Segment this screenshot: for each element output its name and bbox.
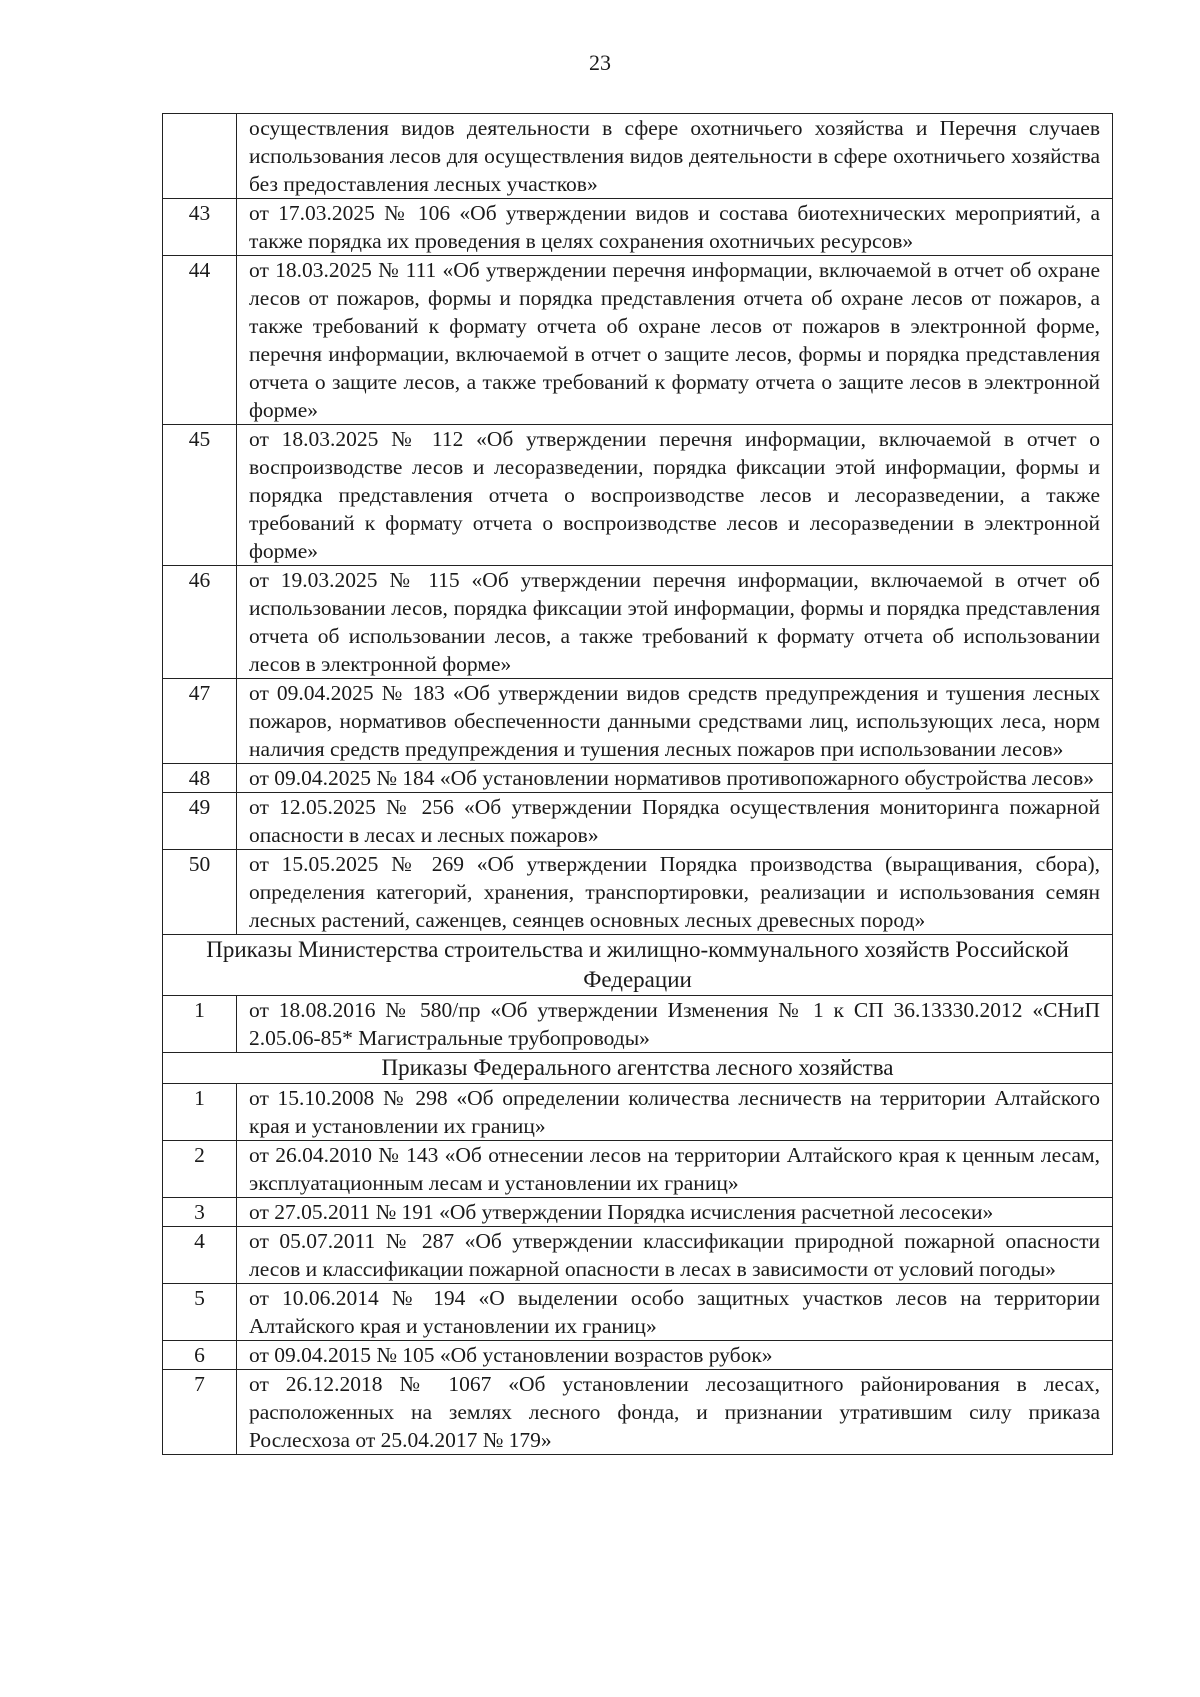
table-row: [163, 256, 1113, 425]
row-number: 43: [163, 199, 237, 256]
section-header: Приказы Министерства строительства и жилищно-коммунального хозяйств Российской Федерации: [163, 935, 1113, 996]
row-text: от 27.05.2011 № 191 «Об утверждении Порядка исчисления расчетной лесосеки»: [237, 1198, 1113, 1227]
row-text: от 10.06.2014 № 194 «О выделении особо защитных участков лесов на территории Алтайского края и установлении их границ»: [237, 1284, 1113, 1341]
table-row: [163, 1227, 1113, 1284]
row-number: 45: [163, 425, 237, 566]
table-row: [163, 114, 1113, 199]
row-text: от 05.07.2011 № 287 «Об утверждении классификации природной пожарной опасности лесов и классификации пожарной опасности в лесах в зависимости от условий погоды»: [237, 1227, 1113, 1284]
table-row: [163, 1141, 1113, 1198]
row-text: от 17.03.2025 № 106 «Об утверждении видов и состава биотехнических мероприятий, а также порядка их проведения в целях сохранения охотничьих ресурсов»: [237, 199, 1113, 256]
section-header-row: [163, 935, 1113, 996]
row-number: 5: [163, 1284, 237, 1341]
table-row: [163, 425, 1113, 566]
row-text: от 09.04.2015 № 105 «Об установлении возрастов рубок»: [237, 1341, 1113, 1370]
row-text: от 18.08.2016 № 580/пр «Об утверждении Изменения № 1 к СП 36.13330.2012 «СНиП 2.05.06-85* Магистральные трубопроводы»: [237, 996, 1113, 1053]
table-row: [163, 764, 1113, 793]
row-text: от 26.12.2018 № 1067 «Об установлении лесозащитного районирования в лесах, расположенных на землях лесного фонда, и признании утратившим силу приказа Рослесхоза от 25.04.2017 № 179»: [237, 1370, 1113, 1455]
regulations-table: [162, 113, 1113, 1455]
row-text: от 19.03.2025 № 115 «Об утверждении перечня информации, включаемой в отчет об использовании лесов, порядка фиксации этой информации, формы и порядка представления отчета об использовании лесов, а также требований к формату отчета об использовании лесов в электронной форме»: [237, 566, 1113, 679]
row-text: от 12.05.2025 № 256 «Об утверждении Порядка осуществления мониторинга пожарной опасности в лесах и лесных пожаров»: [237, 793, 1113, 850]
row-number: 3: [163, 1198, 237, 1227]
row-number: 7: [163, 1370, 237, 1455]
table-row: [163, 1084, 1113, 1141]
row-number: 6: [163, 1341, 237, 1370]
table-row: [163, 793, 1113, 850]
row-number: 49: [163, 793, 237, 850]
row-text: от 15.10.2008 № 298 «Об определении количества лесничеств на территории Алтайского края и установлении их границ»: [237, 1084, 1113, 1141]
section-header: Приказы Федерального агентства лесного хозяйства: [163, 1053, 1113, 1084]
row-number: [163, 114, 237, 199]
row-text: от 15.05.2025 № 269 «Об утверждении Порядка производства (выращивания, сбора), определения категорий, хранения, транспортировки, реализации и использования семян лесных растений, саженцев, сеянцев основных лесных древесных пород»: [237, 850, 1113, 935]
table-row: [163, 199, 1113, 256]
row-number: 2: [163, 1141, 237, 1198]
table-row: [163, 1198, 1113, 1227]
table-row: [163, 566, 1113, 679]
row-number: 50: [163, 850, 237, 935]
row-text: от 26.04.2010 № 143 «Об отнесении лесов на территории Алтайского края к ценным лесам, эксплуатационным лесам и установлении их границ»: [237, 1141, 1113, 1198]
row-number: 44: [163, 256, 237, 425]
row-number: 46: [163, 566, 237, 679]
row-number: 48: [163, 764, 237, 793]
row-text: от 18.03.2025 № 111 «Об утверждении перечня информации, включаемой в отчет об охране лесов от пожаров, формы и порядка представления отчета об охране лесов от пожаров, а также требований к формату отчета об охране лесов от пожаров в электронной форме, перечня информации, включаемой в отчет о защите лесов, формы и порядка представления отчета о защите лесов, а также требований к формату отчета о защите лесов в электронной форме»: [237, 256, 1113, 425]
row-text: от 09.04.2025 № 184 «Об установлении нормативов противопожарного обустройства лесов»: [237, 764, 1113, 793]
row-number: 4: [163, 1227, 237, 1284]
table-row: [163, 850, 1113, 935]
row-number: 47: [163, 679, 237, 764]
table-row: [163, 1370, 1113, 1455]
section-header-row: [163, 1053, 1113, 1084]
table-row: [163, 1284, 1113, 1341]
row-text: от 18.03.2025 № 112 «Об утверждении перечня информации, включаемой в отчет о воспроизводстве лесов и лесоразведении, порядка фиксации этой информации, формы и порядка представления отчета о воспроизводстве лесов и лесоразведении, а также требований к формату отчета о воспроизводстве лесов и лесоразведении в электронной форме»: [237, 425, 1113, 566]
table-row: [163, 679, 1113, 764]
page-number: 23: [589, 50, 611, 75]
row-text: от 09.04.2025 № 183 «Об утверждении видов средств предупреждения и тушения лесных пожаров, нормативов обеспеченности данными средствами лиц, использующих леса, норм наличия средств предупреждения и тушения лесных пожаров при использовании лесов»: [237, 679, 1113, 764]
row-number: 1: [163, 1084, 237, 1141]
table-row: [163, 1341, 1113, 1370]
row-number: 1: [163, 996, 237, 1053]
row-text: осуществления видов деятельности в сфере охотничьего хозяйства и Перечня случаев использования лесов для осуществления видов деятельности в сфере охотничьего хозяйства без предоставления лесных участков»: [237, 114, 1113, 199]
table-row: [163, 996, 1113, 1053]
